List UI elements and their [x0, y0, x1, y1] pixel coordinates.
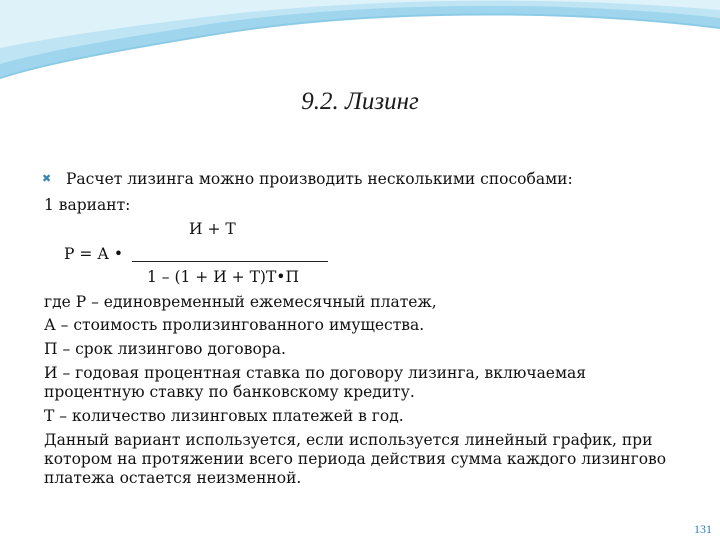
formula-fraction-bar — [132, 261, 328, 262]
definition-line: котором на протяжении всего периода действия сумма каждого лизингово — [44, 450, 667, 468]
definition-line: Т – количество лизинговых платежей в год. — [44, 407, 404, 425]
definition-line: процентную ставку по банковскому кредиту. — [44, 383, 415, 401]
definition-line: Данный вариант используется, если используется линейный график, при — [44, 431, 653, 449]
formula-denominator: 1 – (1 + И + Т)Т•П — [147, 268, 299, 286]
formula-numerator: И + Т — [189, 220, 236, 238]
x-mark-bullet-icon: ✖ — [42, 172, 52, 185]
page-number: 131 — [694, 522, 712, 536]
header-swoosh-decoration — [0, 0, 720, 95]
formula-lhs: Р = А • — [64, 245, 124, 263]
definition-line: П – срок лизингово договора. — [44, 340, 286, 358]
intro-text: Расчет лизинга можно производить несколькими способами: — [66, 170, 573, 188]
definition-line: И – годовая процентная ставка по договору лизинга, включаемая — [44, 364, 587, 382]
variant-label: 1 вариант: — [44, 196, 131, 214]
definition-line: платежа остается неизменной. — [44, 469, 302, 487]
definition-line: А – стоимость пролизингованного имущества. — [44, 316, 425, 334]
definition-line: где Р – единовременный ежемесячный платеж, — [44, 293, 437, 311]
slide-title: 9.2. Лизинг — [301, 88, 419, 115]
